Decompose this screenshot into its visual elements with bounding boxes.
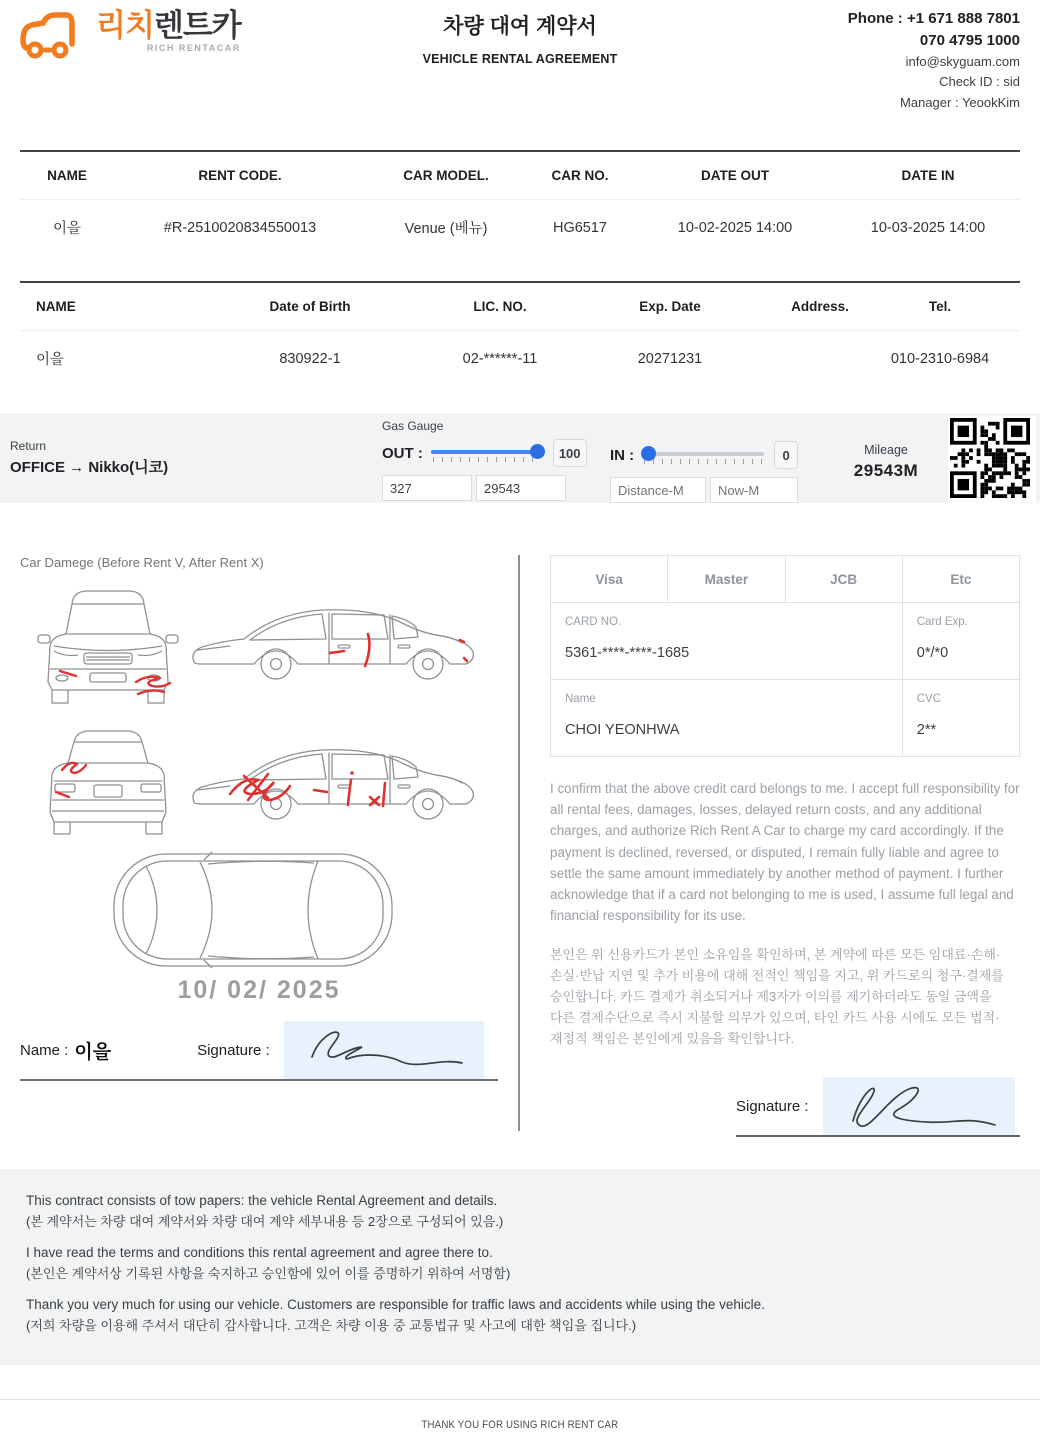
col-header-car-model: CAR MODEL. (366, 151, 526, 200)
return-route: OFFICE → Nikko(니코) (10, 459, 169, 476)
driver-dob: 830922-1 (279, 350, 341, 367)
driver-tel: 010-2310-6984 (890, 350, 990, 367)
distance-field[interactable] (610, 477, 706, 503)
col-header-car-no: CAR NO. (526, 151, 634, 200)
logo-subtitle: RICH RENTACAR (146, 43, 241, 53)
gas-out-slider-thumb[interactable] (530, 444, 545, 459)
card-holder-value: CHOI YEONHWA (565, 722, 680, 738)
term-2-korean: (본인은 계약서상 기록된 사항을 숙지하고 승인함에 있어 이를 증명하기 위하여 서명함) (26, 1266, 511, 1282)
card-exp-cell (902, 603, 1019, 680)
gauge-bar (0, 413, 1040, 503)
col-header-address: Address. (780, 282, 860, 331)
check-id: Check ID : sid (939, 74, 1020, 90)
car-side-view-2 (193, 750, 473, 819)
driver-address (780, 331, 860, 395)
term-3-english: Thank you very much for using our vehicle. Customers are responsible for traffic laws and accidents while using the vehicle. (26, 1297, 765, 1313)
card-confirmation-korean: 본인은 위 신용카드가 본인 소유임을 확인하며, 본 계약에 따른 모든 임대료·손해·손실·반납 지연 및 추가 비용에 대해 전적인 책임을 지고, 위 카드로의 청구·결제를 승인합니다. 카드 결제가 취소되거나 제3자가 이의를 제기하더라도 동일 금액을 다른 결제수단으로 즉시 지불할 의무가 있으며, 타인 카드 사용 시에도 모든 법적·재정적 책임은 본인에게 있음을 확인합니다. (550, 947, 1004, 1047)
card-type-etc[interactable]: Etc (902, 556, 1019, 603)
date-in: 10-03-2025 14:00 (870, 219, 986, 236)
rental-value-row (20, 200, 1020, 264)
term-1-english: This contract consists of tow papers: the vehicle Rental Agreement and details. (26, 1193, 498, 1209)
footer-thanks-text: THANK YOU FOR USING RICH RENT CAR (421, 1419, 619, 1432)
rental-info-table (20, 150, 1020, 263)
col-header-tel: Tel. (860, 282, 1020, 331)
card-holder-row (551, 680, 1020, 757)
qr-code (948, 416, 1036, 504)
car-damage-diagram[interactable] (20, 572, 498, 972)
renter-name-value: 이을 (74, 1041, 112, 1063)
gas-in-value[interactable]: 0 (774, 441, 798, 469)
page-footer (0, 1399, 1040, 1441)
gas-in-slider[interactable] (642, 445, 764, 465)
driver-value-row (20, 331, 1020, 395)
card-cvc-label: CVC (916, 693, 942, 705)
credit-card-column (550, 551, 1020, 1137)
header (0, 0, 1040, 150)
cardholder-signature-label: Signature : (736, 1097, 809, 1115)
out-label: OUT : (382, 444, 423, 462)
in-label: IN : (610, 446, 635, 464)
term-3-korean: (저희 차량을 이용해 주셔서 대단히 감사합니다. 고객은 차량 이용 중 교통법규 및 사고에 대한 책임을 집니다.) (26, 1318, 637, 1334)
renter-signature-label: Signature : (197, 1041, 270, 1059)
col-header-name: NAME (20, 151, 114, 200)
col-header-dob: Date of Birth (180, 282, 440, 331)
logo-wordmark (96, 10, 241, 41)
main-section (20, 551, 1020, 1137)
card-cvc-value: 2** (916, 722, 937, 738)
email: info@skyguam.com (905, 53, 1020, 69)
phone-secondary: 070 4795 1000 (919, 31, 1020, 49)
gas-gauge-label: Gas Gauge (382, 419, 444, 433)
car-top-view (114, 852, 392, 968)
col-header-exp-date: Exp. Date (560, 282, 780, 331)
column-divider (518, 555, 520, 1131)
driver-lic-no: 02-******-11 (462, 350, 538, 367)
card-confirmation-english: I confirm that the above credit card belongs to me. I accept full responsibility for all rental fees, damages, losses, delayed return costs, and any additional charges, and authorize Rich Rent A Car to charge my card accordingly. If the payment is declined, reversed, or disputed, I remain fully liable and agree to settle the same amount immediately by another method of payment. I further acknowledge that if a card not belonging to me is used, I assume full legal and financial responsibility for its use. (550, 781, 1020, 924)
col-header-driver-name: NAME (20, 282, 180, 331)
mileage-value: 29543M (853, 461, 919, 480)
renter-name: 이을 (52, 221, 81, 237)
out-field-1[interactable] (382, 475, 472, 501)
out-field-2[interactable] (476, 475, 566, 501)
card-no-label: CARD NO. (565, 616, 622, 628)
now-field[interactable] (710, 477, 798, 503)
gas-out-block (382, 419, 610, 503)
card-number-row (551, 603, 1020, 680)
agreement-date: 10/ 02/ 2025 (177, 976, 341, 1004)
card-number-cell (551, 603, 903, 680)
car-model: Venue (베뉴) (404, 221, 488, 237)
col-header-date-in: DATE IN (836, 151, 1020, 200)
card-type-row (551, 556, 1020, 603)
renter-signature-pad[interactable] (284, 1021, 484, 1079)
return-label: Return (10, 439, 47, 453)
mileage-label: Mileage (864, 443, 908, 457)
return-block (10, 419, 382, 503)
driver-exp-date: 20271231 (637, 350, 703, 367)
card-cvc-cell (902, 680, 1019, 757)
driver-name: 이을 (36, 352, 65, 368)
cardholder-signature-image (823, 1077, 1015, 1135)
term-2-english: I have read the terms and conditions this rental agreement and agree there to. (26, 1245, 493, 1261)
contact-info (848, 8, 1020, 114)
manager: Manager : YeookKim (900, 95, 1020, 111)
driver-header-row (20, 282, 1020, 331)
logo-korean-dark: 렌트카 (153, 8, 241, 43)
cardholder-signature-row (736, 1077, 1020, 1137)
card-holder-cell (551, 680, 903, 757)
card-exp-label: Card Exp. (916, 616, 968, 628)
document-title (423, 10, 618, 66)
col-header-date-out: DATE OUT (634, 151, 836, 200)
card-no-value: 5361-****-****-1685 (565, 645, 690, 661)
col-header-lic-no: LIC. NO. (440, 282, 560, 331)
card-holder-label: Name (565, 693, 596, 705)
card-type-visa[interactable]: Visa (551, 556, 668, 603)
phone-primary: Phone : +1 671 888 7801 (847, 10, 1020, 27)
car-damage-title: Car Damege (Before Rent V, After Rent X) (20, 555, 264, 570)
car-logo-icon (20, 10, 90, 67)
driver-info-table (20, 281, 1020, 394)
card-type-master[interactable]: Master (668, 556, 785, 603)
credit-card-table (550, 555, 1020, 757)
renter-name-label: Name : (20, 1041, 69, 1059)
logo-korean-orange: 리치 (96, 8, 154, 43)
date-out: 10-02-2025 14:00 (677, 219, 793, 236)
rental-header-row (20, 151, 1020, 200)
mileage-block (822, 419, 950, 503)
car-damage-column (20, 551, 498, 1137)
car-rear-view (50, 731, 166, 834)
gas-in-block (610, 419, 822, 503)
damage-mark-side2 (230, 771, 385, 806)
renter-signature-row (20, 1021, 498, 1081)
col-header-rent-code: RENT CODE. (114, 151, 366, 200)
title-korean: 차량 대여 계약서 (443, 15, 597, 38)
terms-section (0, 1169, 1040, 1365)
gas-out-slider[interactable] (431, 443, 543, 463)
term-1-korean: (본 계약서는 차량 대여 계약서와 차량 대여 계약 세부내용 등 2장으로 구성되어 있음.) (26, 1214, 504, 1230)
card-exp-value: 0*/*0 (916, 645, 949, 661)
card-type-jcb[interactable]: JCB (785, 556, 902, 603)
car-no: HG6517 (552, 219, 607, 236)
car-front-view (38, 591, 178, 703)
car-side-view-1 (193, 610, 473, 679)
title-english: VEHICLE RENTAL AGREEMENT (422, 52, 618, 66)
rent-code: #R-2510020834550013 (163, 219, 317, 236)
gas-out-value[interactable]: 100 (553, 439, 587, 467)
renter-signature-image (284, 1021, 484, 1079)
cardholder-signature-pad[interactable] (823, 1077, 1015, 1135)
